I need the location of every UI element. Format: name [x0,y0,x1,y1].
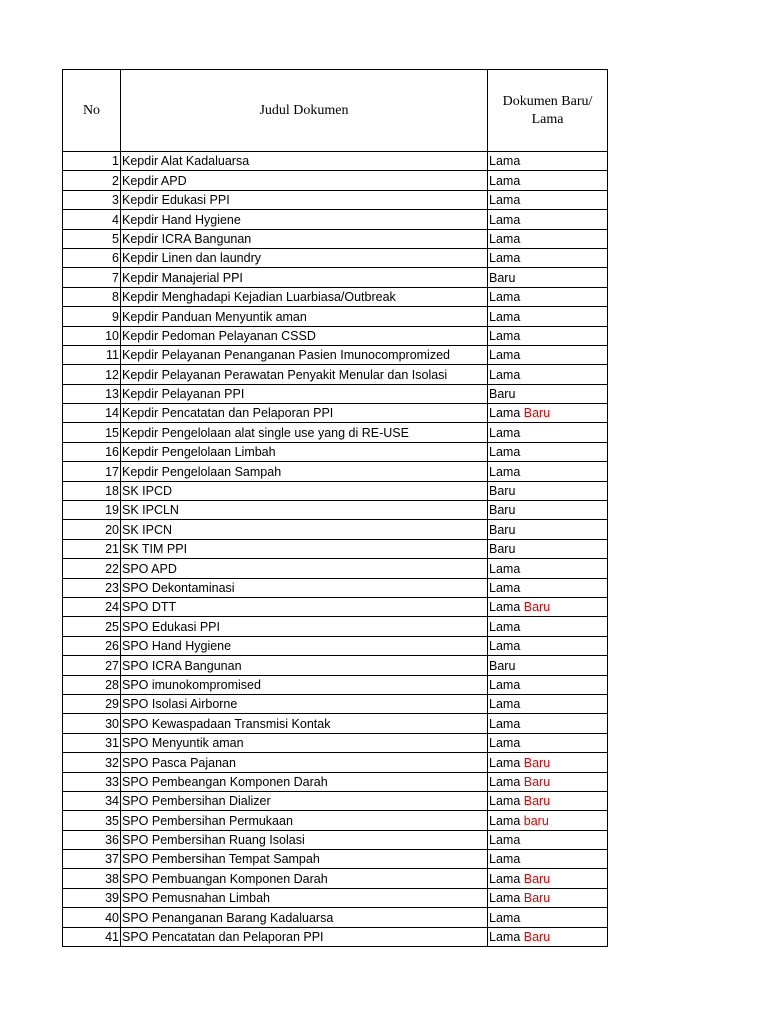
status-label: Lama [489,309,521,324]
document-status [488,617,608,636]
table-row [63,597,608,616]
table-row [63,190,608,209]
table-row [63,539,608,558]
table-row [63,152,608,171]
status-label: Lama [489,212,521,227]
document-title: SPO ICRA Bangunan [121,656,488,675]
row-number: 5 [63,229,121,248]
document-status [488,908,608,927]
document-status [488,578,608,597]
table-row [63,326,608,345]
new-version-mark: Baru [523,774,551,789]
document-status [488,326,608,345]
table-row [63,714,608,733]
status-label: Lama [489,154,521,169]
document-status [488,656,608,675]
row-number: 26 [63,636,121,655]
row-number: 22 [63,559,121,578]
new-version-mark: baru [523,813,549,828]
status-label: Lama [489,561,521,576]
row-number: 21 [63,539,121,558]
table-row [63,462,608,481]
document-status [488,597,608,616]
document-status [488,753,608,772]
row-number: 28 [63,675,121,694]
document-title: Kepdir Manajerial PPI [121,268,488,287]
table-row [63,675,608,694]
new-version-mark: Baru [523,891,551,906]
table-row [63,772,608,791]
table-row [63,753,608,772]
document-status [488,927,608,946]
table-row [63,365,608,384]
row-number: 20 [63,520,121,539]
document-status [488,888,608,907]
row-number: 10 [63,326,121,345]
table-row [63,229,608,248]
document-status [488,384,608,403]
status-label: Lama [489,251,521,266]
document-status [488,694,608,713]
table-row [63,559,608,578]
row-number: 17 [63,462,121,481]
document-status [488,481,608,500]
status-label: Baru [489,522,516,537]
document-status [488,869,608,888]
document-status [488,152,608,171]
document-title: SPO Pembersihan Tempat Sampah [121,850,488,869]
row-number: 16 [63,442,121,461]
document-title: SK IPCLN [121,501,488,520]
document-title: SPO Hand Hygiene [121,636,488,655]
status-label: Lama [489,852,521,867]
document-status [488,811,608,830]
document-table [62,69,608,947]
document-title: SPO Pencatatan dan Pelaporan PPI [121,927,488,946]
table-row [63,869,608,888]
document-title: Kepdir Pedoman Pelayanan CSSD [121,326,488,345]
document-title: Kepdir Alat Kadaluarsa [121,152,488,171]
table-row [63,520,608,539]
row-number: 11 [63,345,121,364]
document-title: SPO Pembersihan Ruang Isolasi [121,830,488,849]
header-document-title: Judul Dokumen [121,70,488,152]
table-row [63,268,608,287]
status-label: Baru [489,503,516,518]
document-title: Kepdir Panduan Menyuntik aman [121,307,488,326]
table-row [63,171,608,190]
table-row [63,830,608,849]
row-number: 2 [63,171,121,190]
status-label: Baru [489,542,516,557]
document-title: Kepdir Pelayanan PPI [121,384,488,403]
document-status [488,714,608,733]
document-status [488,830,608,849]
table-row [63,287,608,306]
table-row [63,656,608,675]
status-label: Lama [489,464,521,479]
row-number: 4 [63,210,121,229]
table-row [63,481,608,500]
row-number: 30 [63,714,121,733]
row-number: 38 [63,869,121,888]
document-status [488,229,608,248]
document-status [488,559,608,578]
status-label: Lama [489,891,521,906]
document-title: SPO Pembuangan Komponen Darah [121,869,488,888]
status-label: Lama [489,871,521,886]
table-row [63,617,608,636]
document-status [488,171,608,190]
document-status [488,733,608,752]
document-status [488,501,608,520]
table-row [63,423,608,442]
status-label: Lama [489,794,521,809]
document-title: Kepdir ICRA Bangunan [121,229,488,248]
document-status [488,850,608,869]
document-title: Kepdir APD [121,171,488,190]
table-row [63,248,608,267]
document-title: SK TIM PPI [121,539,488,558]
row-number: 29 [63,694,121,713]
document-status [488,307,608,326]
row-number: 36 [63,830,121,849]
document-title: SPO Pembersihan Dializer [121,791,488,810]
status-label: Lama [489,600,521,615]
row-number: 40 [63,908,121,927]
new-version-mark: Baru [523,406,551,421]
document-status [488,287,608,306]
row-number: 7 [63,268,121,287]
status-label: Baru [489,270,516,285]
row-number: 27 [63,656,121,675]
header-row [63,70,608,152]
table-body [63,152,608,947]
document-title: SPO Pasca Pajanan [121,753,488,772]
document-title: Kepdir Pencatatan dan Pelaporan PPI [121,404,488,423]
status-label: Lama [489,716,521,731]
document-status [488,462,608,481]
row-number: 13 [63,384,121,403]
status-label: Lama [489,367,521,382]
status-label: Lama [489,231,521,246]
document-status [488,636,608,655]
document-title: SPO APD [121,559,488,578]
document-status [488,404,608,423]
row-number: 19 [63,501,121,520]
table-row [63,888,608,907]
status-label: Lama [489,425,521,440]
table-row [63,636,608,655]
document-status [488,675,608,694]
status-label: Lama [489,697,521,712]
document-status [488,210,608,229]
document-title: SK IPCD [121,481,488,500]
document-title: Kepdir Linen dan laundry [121,248,488,267]
status-label: Lama [489,328,521,343]
document-title: SPO imunokompromised [121,675,488,694]
status-label: Lama [489,813,521,828]
table-row [63,908,608,927]
document-title: SPO Edukasi PPI [121,617,488,636]
status-label: Lama [489,290,521,305]
document-status [488,539,608,558]
document-status [488,423,608,442]
status-label: Lama [489,445,521,460]
row-number: 9 [63,307,121,326]
document-title: Kepdir Edukasi PPI [121,190,488,209]
new-version-mark: Baru [523,871,551,886]
status-label: Lama [489,677,521,692]
header-document-status: Dokumen Baru/ Lama [488,70,608,152]
row-number: 35 [63,811,121,830]
document-title: SPO Menyuntik aman [121,733,488,752]
document-title: Kepdir Menghadapi Kejadian Luarbiasa/Outbreak [121,287,488,306]
row-number: 15 [63,423,121,442]
document-title: SK IPCN [121,520,488,539]
table-row [63,345,608,364]
table-row [63,210,608,229]
table-row [63,850,608,869]
table-row [63,384,608,403]
status-label: Lama [489,774,521,789]
document-title: SPO Kewaspadaan Transmisi Kontak [121,714,488,733]
table-row [63,733,608,752]
status-label: Lama [489,173,521,188]
table-row [63,791,608,810]
document-title: Kepdir Hand Hygiene [121,210,488,229]
document-title: SPO Isolasi Airborne [121,694,488,713]
row-number: 24 [63,597,121,616]
row-number: 33 [63,772,121,791]
table-row [63,307,608,326]
table-row [63,811,608,830]
status-label: Baru [489,658,516,673]
document-title: SPO Pemusnahan Limbah [121,888,488,907]
status-label: Lama [489,580,521,595]
table-row [63,694,608,713]
table-row [63,442,608,461]
document-status [488,345,608,364]
document-title: SPO Penanganan Barang Kadaluarsa [121,908,488,927]
document-status [488,248,608,267]
status-label: Lama [489,755,521,770]
row-number: 34 [63,791,121,810]
row-number: 23 [63,578,121,597]
document-title: Kepdir Pengelolaan alat single use yang di RE-USE [121,423,488,442]
header-no: No [63,70,121,152]
row-number: 25 [63,617,121,636]
row-number: 14 [63,404,121,423]
document-status [488,365,608,384]
status-label: Lama [489,406,521,421]
row-number: 37 [63,850,121,869]
document-title: Kepdir Pelayanan Perawatan Penyakit Menular dan Isolasi [121,365,488,384]
document-title: Kepdir Pengelolaan Sampah [121,462,488,481]
document-title: Kepdir Pelayanan Penanganan Pasien Imunocompromized [121,345,488,364]
table-row [63,578,608,597]
row-number: 12 [63,365,121,384]
document-status [488,442,608,461]
document-status [488,772,608,791]
document-title: SPO Pembersihan Permukaan [121,811,488,830]
row-number: 8 [63,287,121,306]
status-label: Lama [489,348,521,363]
document-title: SPO Dekontaminasi [121,578,488,597]
new-version-mark: Baru [523,930,551,945]
row-number: 1 [63,152,121,171]
row-number: 3 [63,190,121,209]
status-label: Lama [489,639,521,654]
row-number: 18 [63,481,121,500]
document-status [488,520,608,539]
row-number: 6 [63,248,121,267]
status-label: Lama [489,619,521,634]
document-status [488,791,608,810]
status-label: Lama [489,930,521,945]
status-label: Lama [489,910,521,925]
status-label: Lama [489,833,521,848]
document-title: SPO Pembeangan Komponen Darah [121,772,488,791]
document-status [488,268,608,287]
table-row [63,927,608,946]
status-label: Baru [489,387,516,402]
row-number: 31 [63,733,121,752]
row-number: 41 [63,927,121,946]
status-label: Lama [489,736,521,751]
document-status [488,190,608,209]
status-label: Baru [489,484,516,499]
status-label: Lama [489,193,521,208]
row-number: 32 [63,753,121,772]
document-title: SPO DTT [121,597,488,616]
new-version-mark: Baru [523,755,551,770]
table-row [63,501,608,520]
new-version-mark: Baru [523,794,551,809]
row-number: 39 [63,888,121,907]
document-title: Kepdir Pengelolaan Limbah [121,442,488,461]
table-row [63,404,608,423]
new-version-mark: Baru [523,600,551,615]
